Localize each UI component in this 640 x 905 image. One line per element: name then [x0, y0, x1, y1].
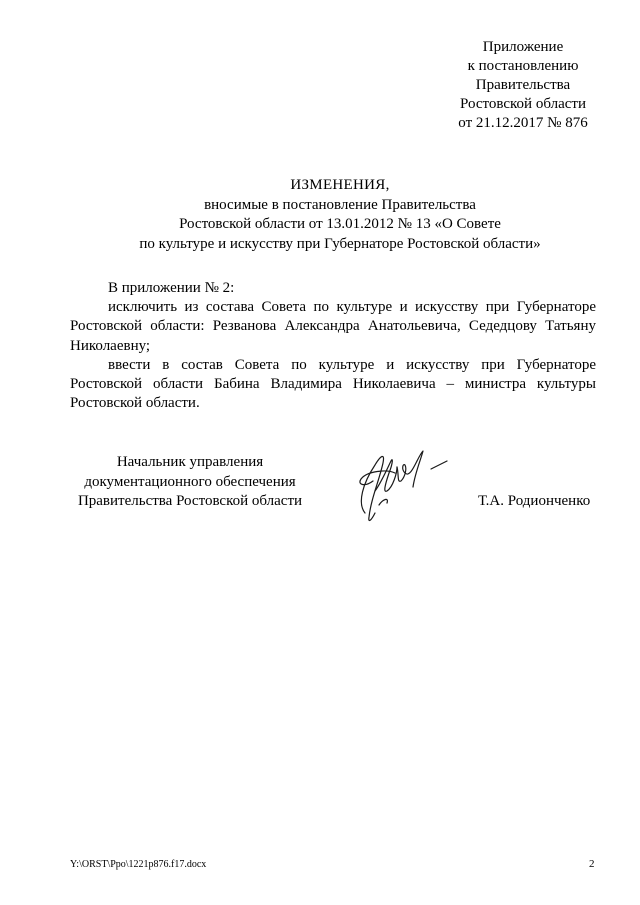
signatory-name: Т.А. Родионченко — [478, 493, 591, 509]
signatory-line: Правительства Ростовской области — [77, 493, 303, 509]
appendix-line: к постановлению — [467, 58, 579, 74]
handwritten-signature — [335, 443, 455, 525]
body-paragraph: исключить из состава Совета по культуре и искусству при Губернаторе Ростовской области: Резванова Александра Анатольевича, Седедцову Татьяну Николаевну; — [70, 299, 596, 354]
appendix-line: от 21.12.2017 № 876 — [458, 115, 588, 131]
signatory-title — [70, 453, 310, 512]
title-line: Ростовской области от 13.01.2012 № 13 «О Совете — [179, 216, 501, 232]
signatory-line: Начальник управления — [116, 454, 264, 470]
appendix-line: Приложение — [482, 39, 564, 55]
body-paragraph: ввести в состав Совета по культуре и искусству при Губернаторе Ростовской области Бабина Владимира Николаевича – министра культуры Ростовской области. — [70, 356, 596, 412]
document-title — [40, 176, 640, 254]
appendix-line: Правительства — [475, 77, 571, 93]
body-paragraph: В приложении № 2: — [108, 280, 235, 296]
appendix-header — [418, 38, 628, 133]
document-body — [70, 279, 596, 413]
title-line: вносимые в постановление Правительства — [204, 196, 476, 213]
footer-file-path: Y:\ORST\Ppo\1221p876.f17.docx — [70, 859, 207, 870]
title-heading: ИЗМЕНЕНИЯ, — [290, 177, 390, 193]
appendix-line: Ростовской области — [460, 96, 586, 112]
title-line: по культуре и искусству при Губернаторе Ростовской области» — [139, 235, 541, 252]
page-number: 2 — [589, 858, 595, 870]
signatory-line: документационного обеспечения — [84, 473, 296, 490]
